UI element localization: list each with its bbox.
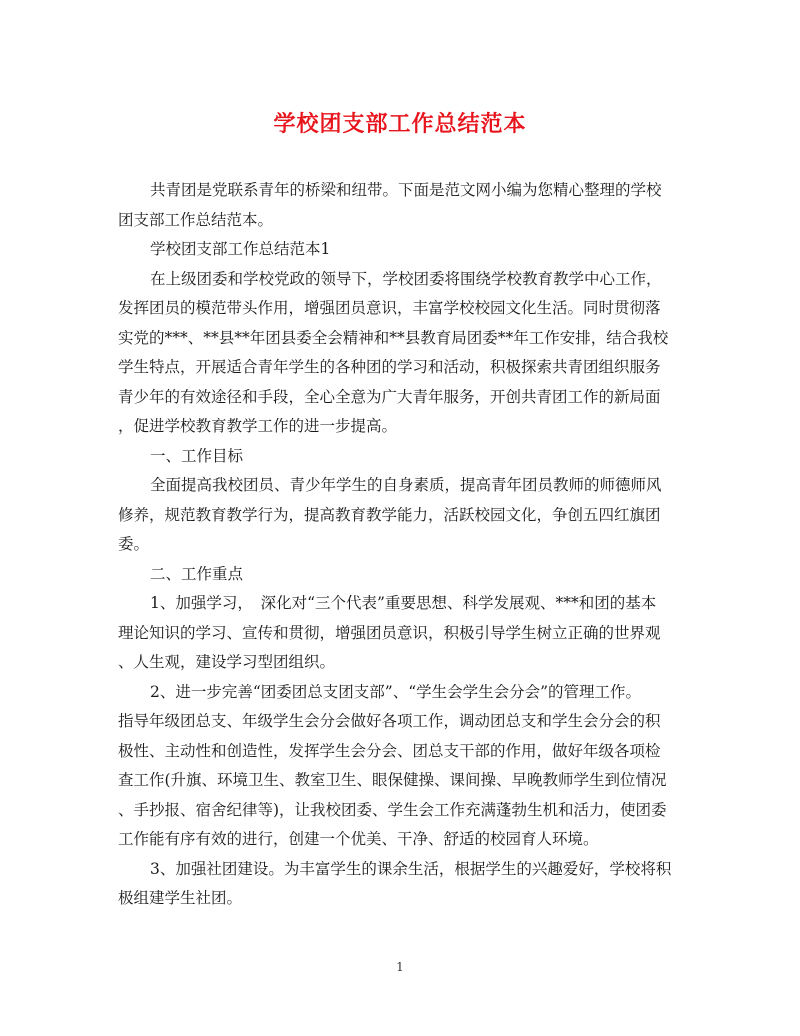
body-line: 委。 (118, 535, 150, 553)
body-line: 2、进一步完善“团委团总支团支部”、“学生会学生会分会”的管理工作。 (150, 682, 642, 701)
page-number: 1 (396, 960, 404, 974)
section-heading: 学校团支部工作总结范本1 (150, 240, 331, 258)
document-title: 学校团支部工作总结范本 (273, 111, 527, 137)
body-line: 查工作(升旗、环境卫生、教室卫生、眼保健操、课间操、早晚教师学生到位情况 (118, 771, 667, 789)
body-line: 在上级团委和学校党政的领导下，学校团委将围绕学校教育教学中心工作， (150, 269, 662, 288)
body-line: 全面提高我校团员、青少年学生的自身素质，提高青年团员教师的师德师风 (150, 476, 662, 494)
body-line: 极性、主动性和创造性，发挥学生会分会、团总支干部的作用，做好年级各项检 (118, 741, 661, 760)
body-line: 工作能有序有效的进行，创建一个优美、干净、舒适的校园育人环境。 (118, 830, 599, 848)
body-line: 学生特点，开展适合青年学生的各种团的学习和活动，积极探索共青团组织服务 (118, 358, 661, 376)
body-line: 指导年级团总支、年级学生会分会做好各项工作，调动团总支和学生会分会的积 (118, 712, 661, 730)
document-body (118, 176, 684, 914)
body-line: 发挥团员的模范带头作用，增强团员意识，丰富学校校园文化生活。同时贯彻落 (118, 299, 661, 317)
body-line: 1、加强学习， 深化对“三个代表”重要思想、科学发展观、***和团的基本 (150, 594, 657, 612)
section-heading: 一、工作目标 (150, 446, 244, 465)
body-line: 修养，规范教育教学行为，提高教育教学能力，活跃校园文化，争创五四红旗团 (118, 505, 661, 524)
body-line: 极组建学生社团。 (118, 889, 243, 907)
body-line: 3、加强社团建设。为丰富学生的课余生活，根据学生的兴趣爱好，学校将积 (150, 859, 672, 878)
section-heading: 二、工作重点 (150, 564, 244, 583)
body-line: 理论知识的学习、宣传和贯彻，增强团员意识，积极引导学生树立正确的世界观 (118, 623, 661, 642)
body-line: 实党的***、**县**年团县委全会精神和**县教育局团委**年工作安排，结合我校 (118, 328, 669, 347)
body-line: 共青团是党联系青年的桥梁和纽带。下面是范文网小编为您精心整理的学校 (150, 181, 662, 199)
body-line: 团支部工作总结范本。 (118, 210, 274, 229)
body-line: ，促进学校教育教学工作的进一步提高。 (118, 417, 398, 435)
body-line: 、手抄报、宿舍纪律等)，让我校团委、学生会工作充满蓬勃生机和活力，使团委 (118, 800, 667, 819)
body-line: 、人生观，建设学习型团组织。 (118, 653, 336, 671)
body-line: 青少年的有效途径和手段，全心全意为广大青年服务，开创共青团工作的新局面 (118, 387, 661, 406)
